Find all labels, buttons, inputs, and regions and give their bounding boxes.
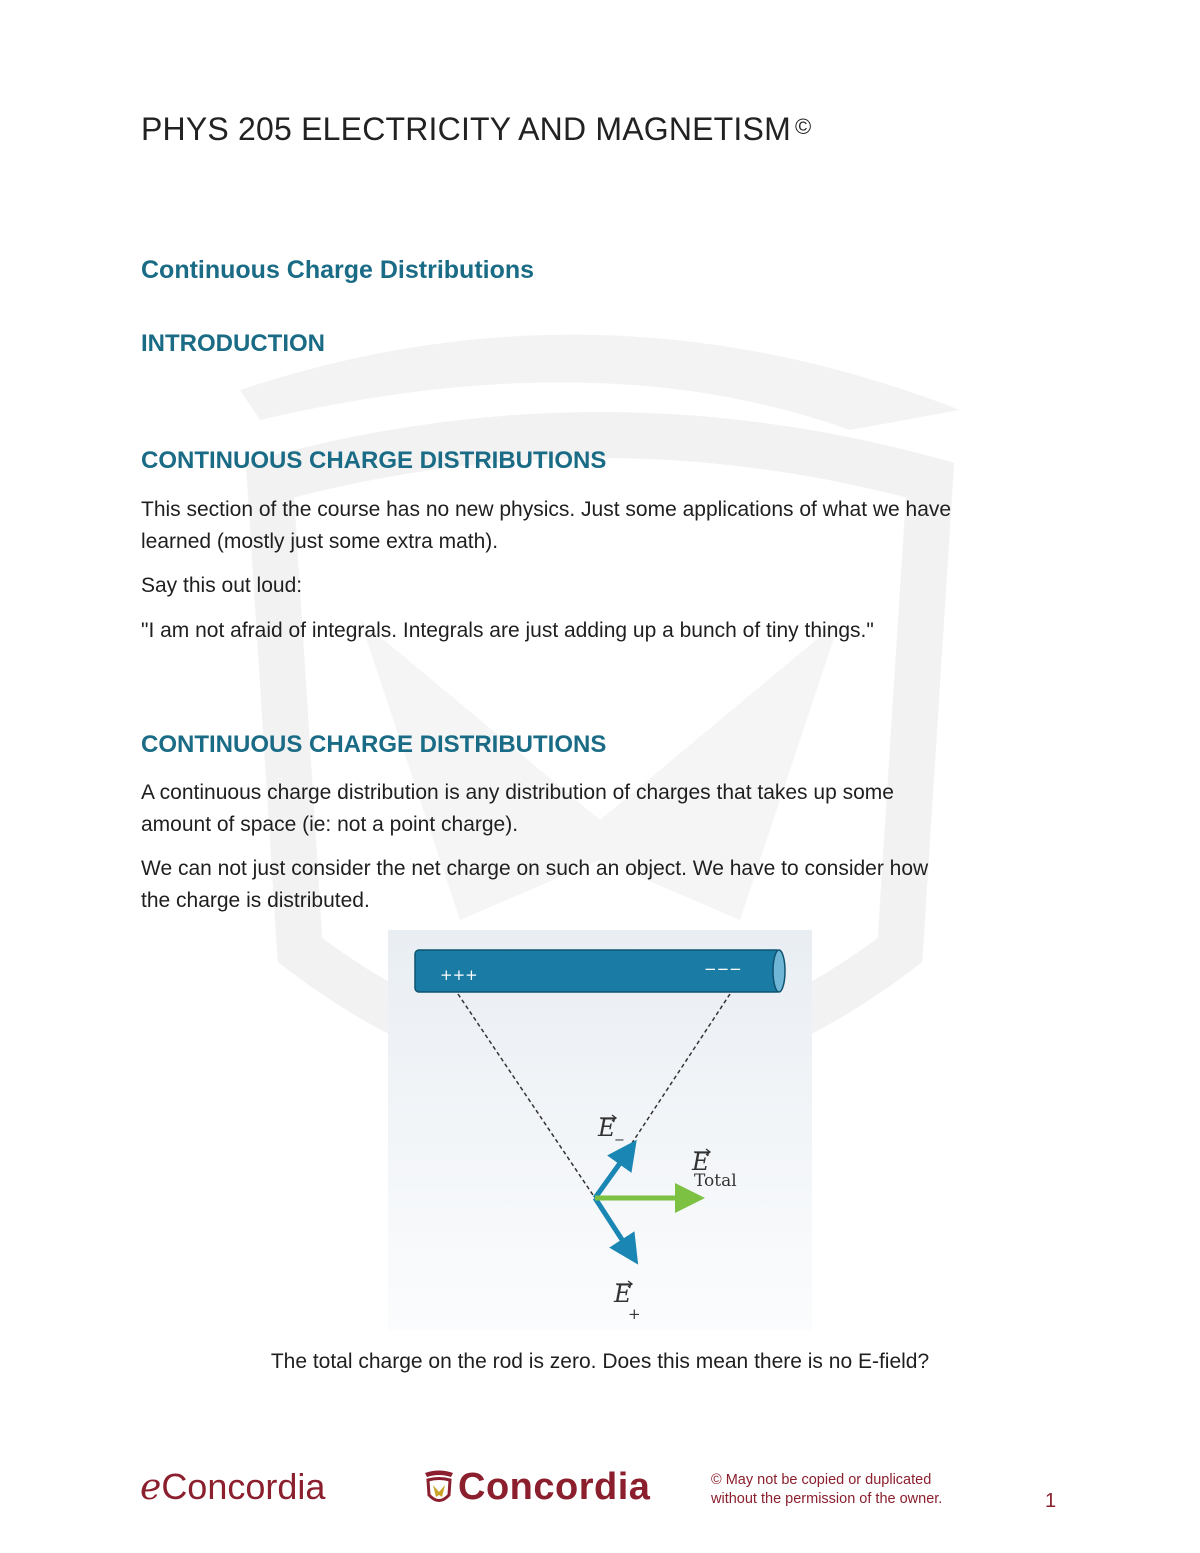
copyright-symbol: © [794,114,812,139]
section1-paragraph1-line2: learned (mostly just some extra math). [141,530,499,553]
econcordia-wordmark: Concordia [161,1466,326,1507]
e-plus-subscript: + [628,1305,641,1323]
title-text: PHYS 205 ELECTRICITY AND MAGNETISM [141,111,791,147]
section1-quote: "I am not afraid of integrals. Integrals are just adding up a bunch of tiny things." [141,619,874,642]
charged-rod-figure [388,930,812,1330]
e-minus-label: E [598,1114,616,1142]
figure-caption: The total charge on the rod is zero. Does this mean there is no E-field? [270,1350,930,1373]
section-heading-1: CONTINUOUS CHARGE DISTRIBUTIONS [141,447,607,474]
copyright-notice-line2: without the permission of the owner. [711,1491,943,1507]
page-number: 1 [1045,1490,1057,1512]
e-plus-label: E [614,1280,632,1308]
section2-paragraph1-line1: A continuous charge distribution is any distribution of charges that takes up some [141,781,894,804]
subtitle: Continuous Charge Distributions [141,256,535,284]
e-total-label: E [692,1148,710,1176]
e-total-subscript: Total [694,1171,737,1191]
document-title [141,111,811,148]
positive-charges-label: +++ [440,966,478,984]
econcordia-logo [140,1466,325,1508]
introduction-heading: INTRODUCTION [141,330,325,357]
section1-paragraph2: Say this out loud: [141,574,303,597]
copyright-notice [711,1471,942,1509]
section2-paragraph1-line2: amount of space (ie: not a point charge). [141,813,519,836]
section2-paragraph2-line1: We can not just consider the net charge on such an object. We have to consider how [141,857,929,880]
concordia-shield-icon [424,1469,454,1507]
negative-charges-label: −−− [704,960,742,978]
e-minus-subscript: − [614,1133,625,1148]
econcordia-e: e [140,1467,162,1508]
concordia-wordmark: Concordia [458,1466,651,1508]
copyright-notice-line1: © May not be copied or duplicated [711,1472,932,1488]
section2-paragraph2-line2: the charge is distributed. [141,889,370,912]
section-heading-2: CONTINUOUS CHARGE DISTRIBUTIONS [141,731,607,758]
concordia-logo [424,1466,650,1512]
section1-paragraph1-line1: This section of the course has no new physics. Just some applications of what we have [141,498,952,521]
